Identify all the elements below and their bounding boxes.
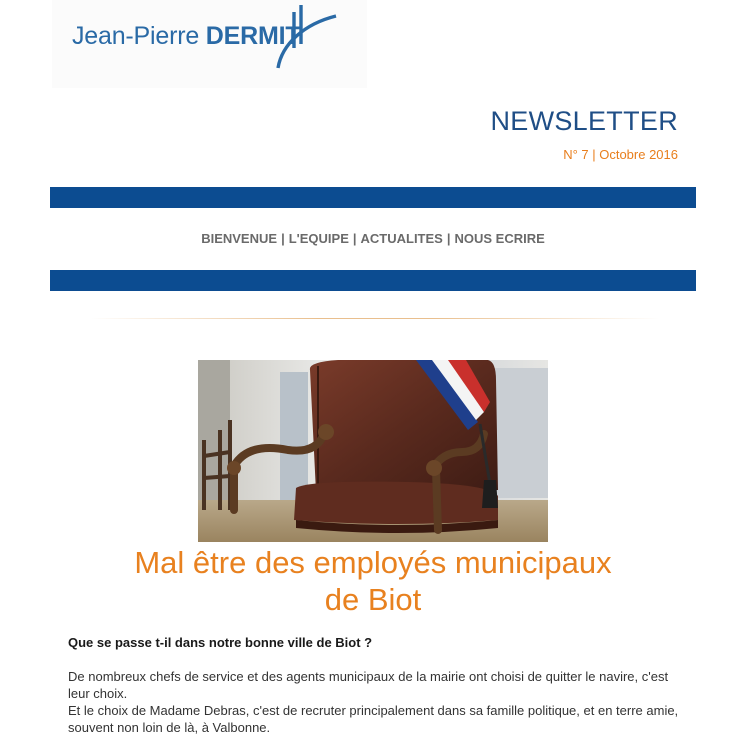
header-logo[interactable] [52,0,367,88]
nav-separator: | [446,231,451,246]
bottom-blue-band [50,270,696,291]
newsletter-issue: N° 7 | Octobre 2016 [563,147,678,162]
main-nav [50,231,696,246]
logo-last-name: DERMIT [205,22,301,50]
article-paragraph [68,668,680,736]
section-divider [90,318,660,319]
article-photo [198,360,548,542]
nav-bienvenue[interactable]: BIENVENUE [201,231,278,246]
logo-first-name: Jean-Pierre [72,22,206,50]
top-blue-band [50,187,696,208]
article-title [50,544,696,618]
nav-nous-ecrire[interactable]: NOUS ECRIRE [454,231,545,246]
newsletter-title: NEWSLETTER [490,106,678,136]
nav-actualites[interactable]: ACTUALITES [360,231,443,246]
article-para2: Et le choix de Madame Debras, c'est de recruter principalement dans sa famille politique, et en terre amie, souvent non loin de là, à Valbonne. [68,703,679,735]
nav-separator: | [352,231,357,246]
logo-wordmark [72,22,300,51]
logo-emblem-icon [274,4,338,70]
nav-separator: | [281,231,285,246]
article-body [68,634,680,753]
article-question: Que se passe t-il dans notre bonne ville de Biot ? [68,635,373,650]
nav-equipe[interactable]: L'EQUIPE [288,231,349,246]
mayor-chair-sash-image [198,360,548,542]
article-title-line1: Mal être des employés municipaux [134,545,612,580]
article-title-line2: de Biot [324,582,422,617]
article-para1: De nombreux chefs de service et des agents municipaux de la mairie ont choisi de quitter le navire, c'est leur choix. [68,669,669,701]
